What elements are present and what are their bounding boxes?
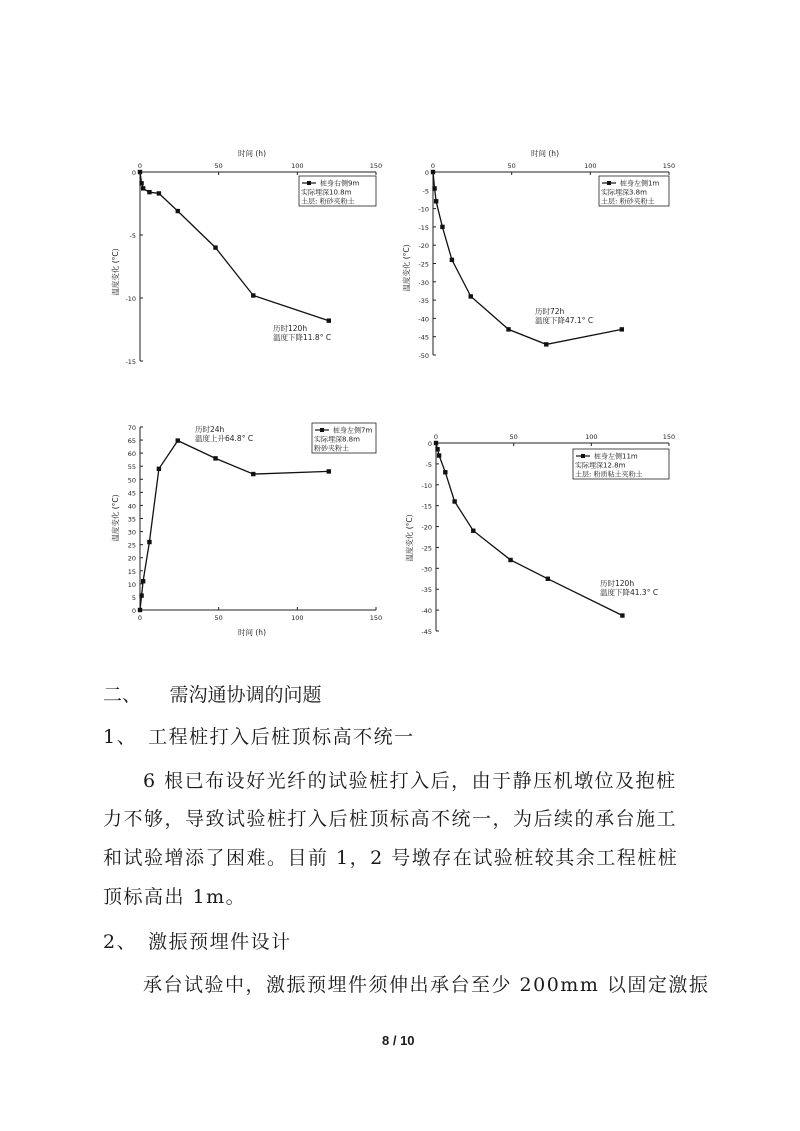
x-axis-label: 时间 (h) xyxy=(238,628,266,637)
legend-marker xyxy=(320,428,324,432)
y-tick-label: -35 xyxy=(418,297,429,306)
data-point xyxy=(452,499,456,503)
x-tick-label: 0 xyxy=(137,614,143,622)
y-tick-label: -45 xyxy=(418,333,429,342)
data-point xyxy=(544,342,548,346)
item1-body-line: 力不够，导致试验桩打入后桩顶标高不统一，为后续的承台施工 xyxy=(103,808,678,830)
data-point xyxy=(434,199,438,203)
y-tick-label: 65 xyxy=(127,437,136,446)
data-point xyxy=(620,327,624,331)
legend-note: 实际埋深8.8m xyxy=(314,435,360,444)
y-tick-label: -35 xyxy=(421,586,432,595)
item1-body-line: 和试验增添了困难。目前 1，2 号墩存在试验桩较其余工程桩桩 xyxy=(103,847,679,869)
data-point xyxy=(157,467,161,471)
y-tick-label: 60 xyxy=(127,450,136,459)
y-axis-label: 温度变化 (°C) xyxy=(111,248,120,296)
legend-note: 实际埋深3.8m xyxy=(601,188,647,197)
temperature-chart xyxy=(404,433,675,636)
data-point xyxy=(620,613,624,617)
legend-series-label: 桩身左侧1m xyxy=(620,179,660,188)
x-tick-label: 50 xyxy=(509,433,518,441)
y-tick-label: 30 xyxy=(127,528,136,537)
data-point xyxy=(443,470,447,474)
page-number: 8 / 10 xyxy=(382,1033,415,1048)
data-point xyxy=(431,170,435,174)
item1-body-line: 顶标高出 1m。 xyxy=(103,886,247,908)
y-tick-label: 0 xyxy=(131,607,136,615)
chart-annotation: 历时24h xyxy=(195,425,225,434)
y-tick-label: -25 xyxy=(418,260,429,269)
legend-note: 实际埋深12.8m xyxy=(575,461,626,470)
chart-annotation: 温度下降41.3° C xyxy=(600,588,659,597)
legend-marker xyxy=(581,454,585,458)
y-tick-label: 55 xyxy=(127,463,136,472)
temperature-chart xyxy=(110,423,382,637)
temperature-chart xyxy=(401,148,675,360)
item2-title: 2、 激振预埋件设计 xyxy=(103,931,292,953)
data-point xyxy=(138,170,142,174)
section-heading: 二、 需沟通协调的问题 xyxy=(103,684,322,706)
y-tick-label: -10 xyxy=(418,205,429,214)
chart-annotation: 历时120h xyxy=(600,579,635,588)
y-tick-label: 45 xyxy=(127,489,136,498)
y-tick-label: -20 xyxy=(418,242,429,251)
y-tick-label: -15 xyxy=(125,358,136,366)
y-tick-label: -30 xyxy=(421,565,432,574)
legend-marker xyxy=(307,181,311,185)
y-tick-label: 40 xyxy=(127,502,136,511)
y-tick-label: -5 xyxy=(422,187,429,196)
data-point xyxy=(450,258,454,262)
x-tick-label: 150 xyxy=(662,433,676,441)
data-point xyxy=(147,190,151,194)
data-point xyxy=(469,294,473,298)
legend-note: 土层: 粉质粘土夹粉土 xyxy=(575,470,643,479)
y-tick-label: 25 xyxy=(127,541,136,550)
data-point xyxy=(546,577,550,581)
y-axis-label: 温度变化 (°C) xyxy=(402,244,411,292)
y-tick-label: -10 xyxy=(421,481,432,490)
x-tick-label: 100 xyxy=(585,433,598,441)
y-tick-label: -50 xyxy=(418,352,429,360)
y-tick-label: 0 xyxy=(131,169,136,177)
item1-body-line: 6 根已布设好光纤的试验桩打入后，由于静压机墩位及抱桩 xyxy=(143,770,677,792)
data-point xyxy=(176,209,180,213)
data-point xyxy=(471,529,475,533)
y-tick-label: -15 xyxy=(418,223,429,232)
y-tick-label: -25 xyxy=(421,544,432,553)
x-tick-label: 50 xyxy=(214,162,223,170)
x-tick-label: 0 xyxy=(433,433,439,441)
x-tick-label: 0 xyxy=(137,162,143,170)
temperature-chart xyxy=(110,148,382,366)
x-tick-label: 150 xyxy=(662,162,676,170)
y-tick-label: -15 xyxy=(421,502,432,511)
data-point xyxy=(437,453,441,457)
legend-note: 粉砂夹粉土 xyxy=(314,444,349,453)
y-tick-label: 10 xyxy=(127,580,136,589)
legend-marker xyxy=(607,181,611,185)
data-point xyxy=(327,469,331,473)
x-axis-label: 时间 (h) xyxy=(238,149,266,158)
legend-series-label: 桩身左侧11m xyxy=(594,452,638,461)
item1-title: 1、 工程桩打入后桩顶标高不统一 xyxy=(103,726,415,748)
data-point xyxy=(147,540,151,544)
y-tick-label: -30 xyxy=(418,278,429,287)
legend-note: 土层: 粉砂夹粉土 xyxy=(601,197,655,206)
data-point xyxy=(139,181,143,185)
y-tick-label: 0 xyxy=(427,440,432,448)
y-tick-label: 50 xyxy=(127,476,136,485)
data-point xyxy=(176,438,180,442)
legend-series-label: 桩身右侧9m xyxy=(320,179,360,188)
data-point xyxy=(213,456,217,460)
x-axis-label: 时间 (h) xyxy=(531,149,559,158)
y-tick-label: -40 xyxy=(421,607,432,616)
x-tick-label: 100 xyxy=(291,614,304,622)
y-tick-label: -5 xyxy=(425,460,432,469)
y-tick-label: -40 xyxy=(418,315,429,324)
x-tick-label: 150 xyxy=(369,614,383,622)
data-point xyxy=(139,593,143,597)
data-point xyxy=(432,186,436,190)
y-axis-label: 温度变化 (°C) xyxy=(405,514,414,562)
data-point xyxy=(435,447,439,451)
y-tick-label: 15 xyxy=(127,567,136,576)
y-tick-label: 5 xyxy=(131,593,136,602)
x-tick-label: 100 xyxy=(291,162,304,170)
legend-series-label: 桩身左侧7m xyxy=(333,426,373,435)
series-line xyxy=(140,441,329,610)
legend-note: 土层: 粉砂夹粉土 xyxy=(301,197,355,206)
data-point xyxy=(251,472,255,476)
series-line xyxy=(433,172,622,344)
data-point xyxy=(508,558,512,562)
data-point xyxy=(327,318,331,322)
x-tick-label: 150 xyxy=(369,162,383,170)
data-point xyxy=(157,191,161,195)
data-point xyxy=(213,245,217,249)
chart-annotation: 温度下降11.8° C xyxy=(273,333,332,342)
chart-annotation: 历时120h xyxy=(273,324,308,333)
y-tick-label: -20 xyxy=(421,523,432,532)
x-tick-label: 50 xyxy=(507,162,516,170)
y-tick-label: 20 xyxy=(127,554,136,563)
chart-annotation: 温度上升64.8° C xyxy=(195,434,254,443)
data-point xyxy=(251,293,255,297)
x-tick-label: 50 xyxy=(214,614,223,622)
y-tick-label: -10 xyxy=(125,295,136,303)
data-point xyxy=(138,608,142,612)
data-point xyxy=(440,225,444,229)
y-tick-label: 0 xyxy=(424,169,429,177)
x-tick-label: 100 xyxy=(584,162,597,170)
data-point xyxy=(434,441,438,445)
y-tick-label: -45 xyxy=(421,628,432,636)
item2-body-line: 承台试验中，激振预埋件须伸出承台至少 200mm 以固定激振 xyxy=(143,974,710,996)
data-point xyxy=(141,579,145,583)
y-tick-label: 35 xyxy=(127,515,136,524)
y-axis-label: 温度变化 (°C) xyxy=(111,494,120,542)
y-tick-label: -5 xyxy=(129,232,136,240)
chart-annotation: 历时72h xyxy=(535,307,565,316)
y-tick-label: 70 xyxy=(127,424,136,432)
x-tick-label: 0 xyxy=(430,162,436,170)
data-point xyxy=(141,186,145,190)
data-point xyxy=(506,327,510,331)
legend-note: 实际埋深10.8m xyxy=(301,188,352,197)
chart-annotation: 温度下降47.1° C xyxy=(535,316,594,325)
